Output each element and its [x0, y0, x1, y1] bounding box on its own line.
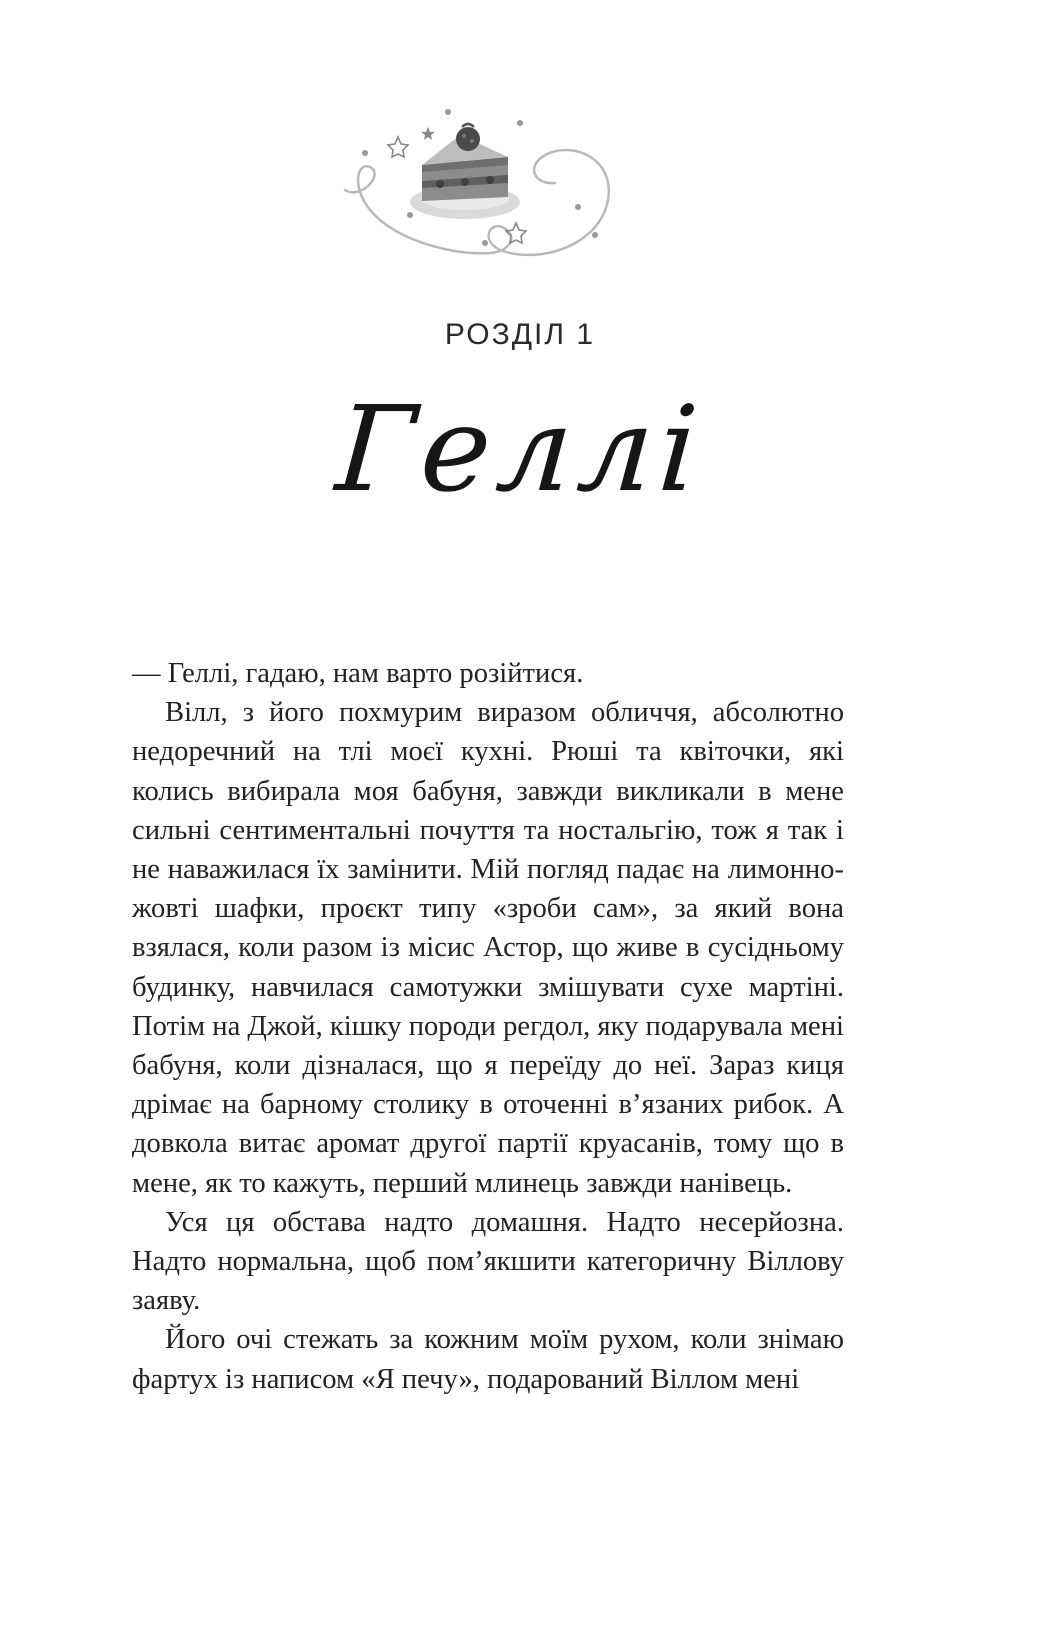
cake-slice-icon [340, 105, 640, 280]
paragraph: Вілл, з його похмурим виразом обличчя, абсолютно недоречний на тлі моєї кухні. Рюші та квіточки, які колись вибирала моя бабуня, завжди викликали в мене сильні сентиментальні почуття та ностальгію, тож я так і не наважилася їх замінити. Мій погляд падає на лимонно-жовті шафки, проєкт типу «зроби сам», за який вона взялася, коли разом із місис Астор, що живе в сусідньому будинку, навчилася самотужки змішувати сухе мартіні. Потім на Джой, кішку породи регдол, яку подарувала мені бабуня, коли дізналася, що я переїду до неї. Зараз киця дрімає на барному столику в оточенні в’язаних рибок. А довкола витає аромат другої партії круасанів, тому що в мене, як то кажуть, перший млинець завжди нанівець. [132, 697, 844, 1199]
chapter-label: РОЗДІЛ 1 [444, 318, 596, 351]
body-text [132, 654, 844, 1399]
chapter-title: Геллі [332, 380, 708, 518]
paragraph: Уся ця обстава надто домашня. Надто несерйозна. Надто нормальна, щоб пом’якшити категоричну Віллову заяву. [132, 1206, 844, 1317]
paragraph: — Геллі, гадаю, нам варто розійтися. [132, 658, 584, 689]
paragraph: Його очі стежать за кожним моїм рухом, коли знімаю фартух із написом «Я печу», подарований Віллом мені [132, 1324, 844, 1395]
